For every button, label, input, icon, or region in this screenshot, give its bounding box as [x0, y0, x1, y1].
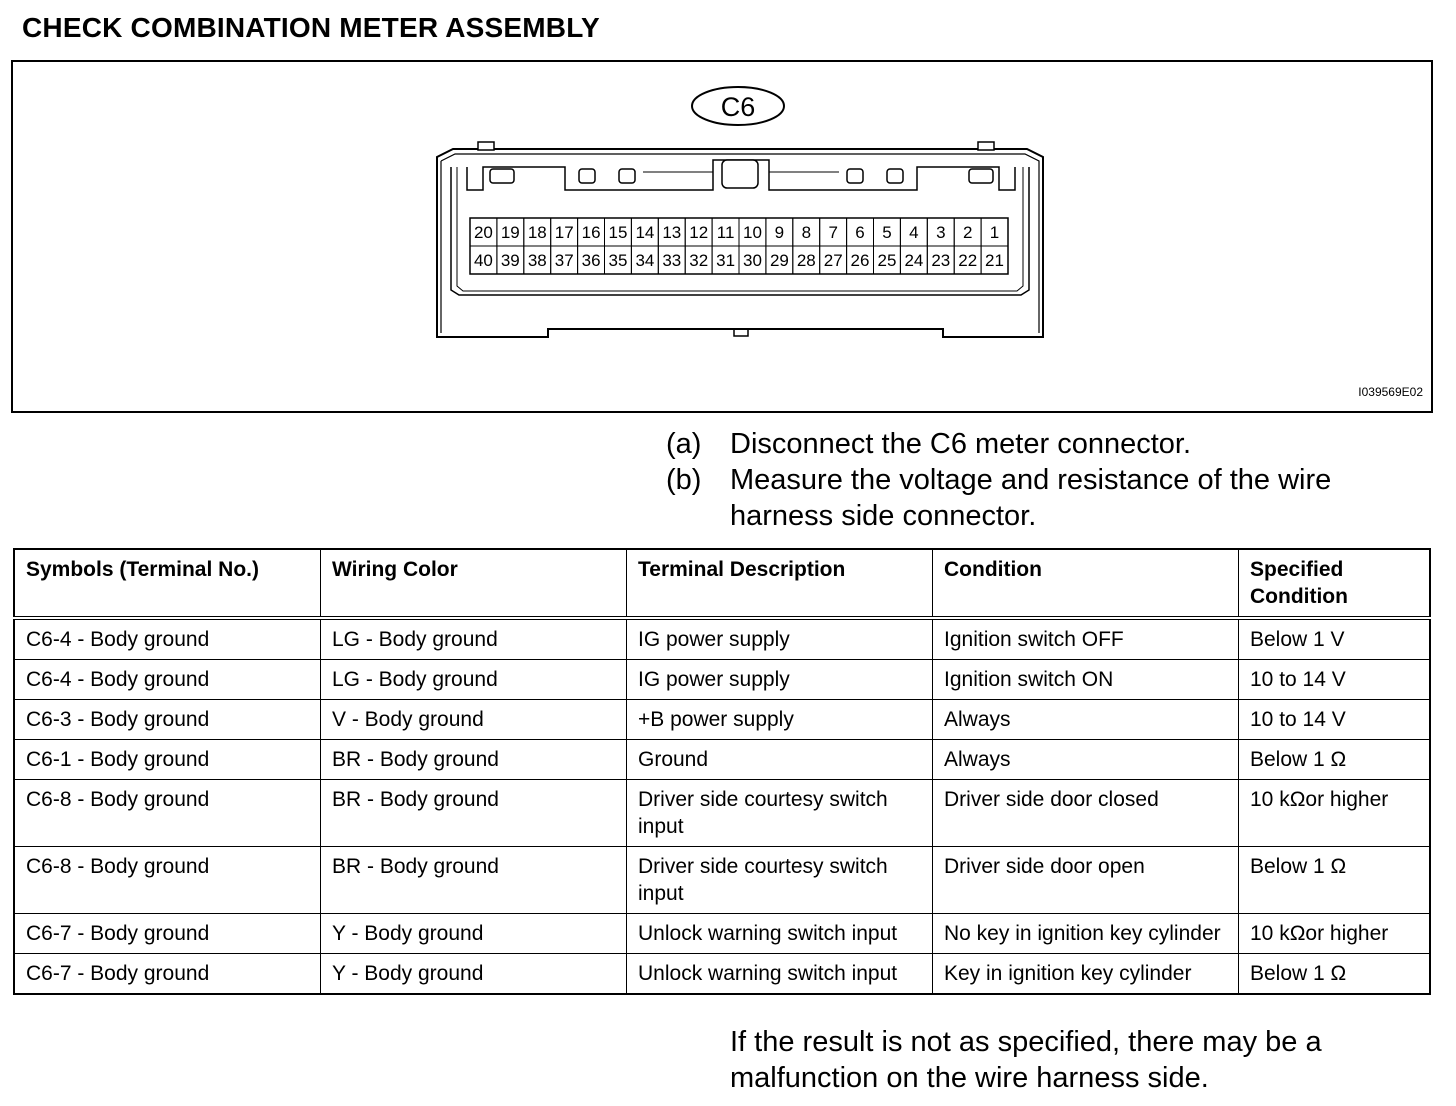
- pin-number: 5: [882, 223, 892, 242]
- pin-number: 10: [743, 223, 762, 242]
- cell-specified-condition: Below 1 Ω: [1239, 954, 1431, 995]
- pin-number: 35: [608, 251, 628, 270]
- pin-number: 12: [689, 223, 709, 242]
- pin-number: 36: [581, 251, 601, 270]
- cell-specified-condition: 10 to 14 V: [1239, 660, 1431, 700]
- pin-number: 6: [855, 223, 865, 242]
- cell-wiring-color: BR - Body ground: [321, 740, 627, 780]
- table-row: [14, 780, 1430, 847]
- cell-specified-condition: Below 1 Ω: [1239, 740, 1431, 780]
- step-text: Disconnect the C6 meter connector.: [730, 428, 1192, 460]
- step-text: Measure the voltage and resistance of the wire harness side connector.: [730, 464, 1332, 532]
- table-row: [14, 740, 1430, 780]
- cell-condition: Always: [933, 700, 1239, 740]
- cell-symbols: C6-8 - Body ground: [14, 780, 321, 847]
- table-row: [14, 660, 1430, 700]
- pin-number: 39: [500, 251, 520, 270]
- pin-number: 15: [608, 223, 628, 242]
- pin-number: 40: [473, 251, 493, 270]
- pin-number: 38: [527, 251, 547, 270]
- cell-symbols: C6-7 - Body ground: [14, 954, 321, 995]
- cell-symbols: C6-1 - Body ground: [14, 740, 321, 780]
- cell-specified-condition: 10 to 14 V: [1239, 700, 1431, 740]
- cell-terminal-description: Unlock warning switch input: [627, 914, 933, 954]
- cell-condition: Always: [933, 740, 1239, 780]
- table-row: [14, 847, 1430, 914]
- cell-condition: Driver side door open: [933, 847, 1239, 914]
- connector-figure: [11, 60, 1433, 413]
- pin-number: 19: [500, 223, 520, 242]
- pin-number: 30: [743, 251, 762, 270]
- cell-condition: Ignition switch OFF: [933, 618, 1239, 660]
- header-wiring-color: Wiring Color: [321, 549, 627, 618]
- footer-note: If the result is not as specified, there may be a malfunction on the wire harness side.: [730, 1026, 1322, 1094]
- cell-condition: Driver side door closed: [933, 780, 1239, 847]
- connector-label: C6: [720, 92, 756, 122]
- pin-grid: [470, 218, 1008, 274]
- cell-terminal-description: Ground: [627, 740, 933, 780]
- cell-terminal-description: Driver side courtesy switch input: [627, 847, 933, 914]
- pin-number: 23: [931, 251, 951, 270]
- table-header-row: [14, 549, 1430, 618]
- cell-terminal-description: +B power supply: [627, 700, 933, 740]
- connector-diagram: [13, 62, 1431, 411]
- cell-condition: Ignition switch ON: [933, 660, 1239, 700]
- pin-number: 2: [962, 223, 973, 242]
- step-letter: (b): [666, 464, 702, 496]
- cell-specified-condition: Below 1 V: [1239, 618, 1431, 660]
- pin-number: 17: [554, 223, 574, 242]
- cell-wiring-color: Y - Body ground: [321, 954, 627, 995]
- pin-number: 32: [689, 251, 709, 270]
- cell-wiring-color: LG - Body ground: [321, 618, 627, 660]
- cell-symbols: C6-4 - Body ground: [14, 660, 321, 700]
- pin-number: 8: [801, 223, 812, 242]
- pin-number: 3: [936, 223, 946, 242]
- cell-wiring-color: LG - Body ground: [321, 660, 627, 700]
- pin-number: 1: [989, 223, 1000, 242]
- step-letter: (a): [666, 428, 702, 460]
- pin-number: 9: [774, 223, 785, 242]
- cell-terminal-description: Driver side courtesy switch input: [627, 780, 933, 847]
- pin-number: 33: [662, 251, 682, 270]
- step-a: [666, 426, 1410, 462]
- cell-symbols: C6-8 - Body ground: [14, 847, 321, 914]
- specification-table: [13, 548, 1431, 995]
- pin-number: 22: [958, 251, 978, 270]
- cell-condition: No key in ignition key cylinder: [933, 914, 1239, 954]
- cell-symbols: C6-4 - Body ground: [14, 618, 321, 660]
- pin-number: 25: [877, 251, 897, 270]
- table-row: [14, 618, 1430, 660]
- pin-number: 14: [635, 223, 655, 242]
- page-title: CHECK COMBINATION METER ASSEMBLY: [22, 12, 600, 43]
- pin-number: 20: [473, 223, 493, 242]
- cell-specified-condition: 10 kΩor higher: [1239, 780, 1431, 847]
- pin-number: 7: [828, 223, 838, 242]
- pin-number: 28: [796, 251, 816, 270]
- pin-number: 34: [635, 251, 655, 270]
- pin-number: 16: [581, 223, 601, 242]
- cell-wiring-color: BR - Body ground: [321, 780, 627, 847]
- pin-number: 29: [769, 251, 789, 270]
- instruction-steps: [666, 426, 1410, 534]
- cell-wiring-color: BR - Body ground: [321, 847, 627, 914]
- pin-number: 31: [716, 251, 736, 270]
- header-condition: Condition: [933, 549, 1239, 618]
- header-specified-condition: Specified Condition: [1239, 549, 1431, 618]
- pin-number: 24: [904, 251, 924, 270]
- pin-number: 27: [823, 251, 843, 270]
- cell-terminal-description: IG power supply: [627, 618, 933, 660]
- pin-number: 37: [554, 251, 574, 270]
- pin-number: 21: [985, 251, 1004, 270]
- figure-id: I039569E02: [1358, 385, 1423, 399]
- table-row: [14, 700, 1430, 740]
- cell-specified-condition: Below 1 Ω: [1239, 847, 1431, 914]
- step-b: [666, 462, 1410, 534]
- pin-number: 11: [716, 223, 735, 242]
- pin-number: 18: [527, 223, 547, 242]
- pin-number: 13: [662, 223, 682, 242]
- header-terminal-description: Terminal Description: [627, 549, 933, 618]
- table-row: [14, 954, 1430, 995]
- table-row: [14, 914, 1430, 954]
- cell-condition: Key in ignition key cylinder: [933, 954, 1239, 995]
- cell-specified-condition: 10 kΩor higher: [1239, 914, 1431, 954]
- cell-terminal-description: Unlock warning switch input: [627, 954, 933, 995]
- cell-terminal-description: IG power supply: [627, 660, 933, 700]
- cell-symbols: C6-7 - Body ground: [14, 914, 321, 954]
- cell-wiring-color: V - Body ground: [321, 700, 627, 740]
- header-symbols: Symbols (Terminal No.): [14, 549, 321, 618]
- cell-wiring-color: Y - Body ground: [321, 914, 627, 954]
- cell-symbols: C6-3 - Body ground: [14, 700, 321, 740]
- pin-number: 4: [909, 223, 919, 242]
- pin-number: 26: [850, 251, 870, 270]
